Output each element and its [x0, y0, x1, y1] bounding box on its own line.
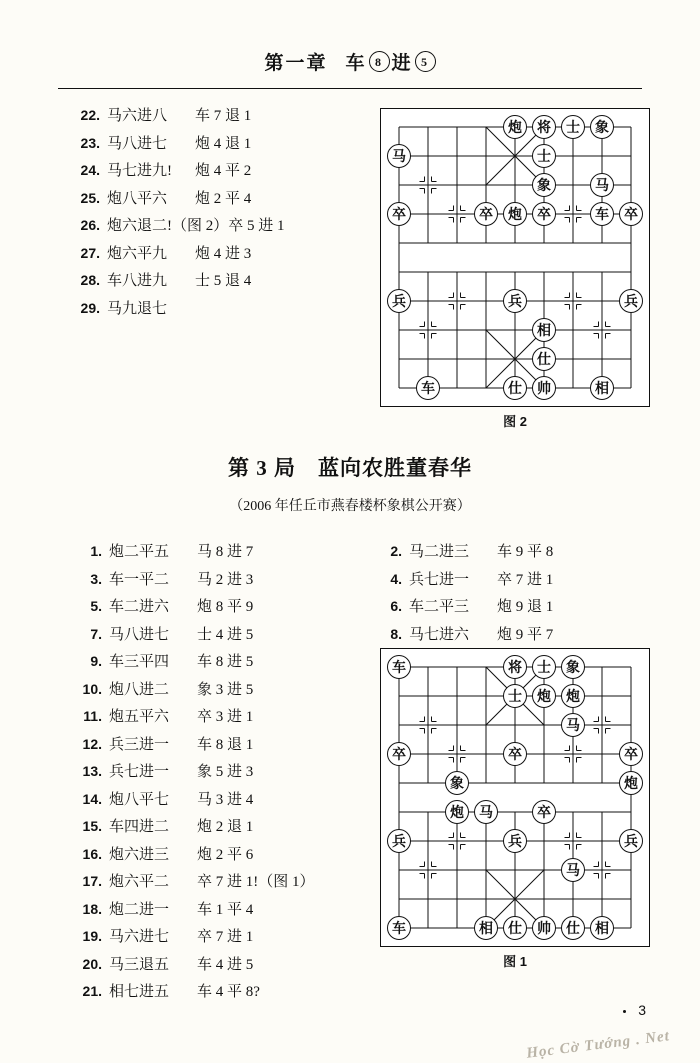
move-red: 炮五平六	[109, 709, 170, 725]
move-number: 27.	[80, 244, 100, 261]
move-number: 19.	[82, 928, 102, 944]
move-red: 车二进六	[109, 599, 170, 615]
move-number: 25.	[80, 189, 100, 206]
board-piece[interactable]: 卒	[387, 742, 411, 766]
board-piece[interactable]: 卒	[387, 202, 411, 226]
move-number: 16.	[82, 845, 102, 862]
board-piece[interactable]: 卒	[619, 742, 643, 766]
move-black: 卒 7 进 1!（图 1）	[197, 874, 315, 890]
move-row	[72, 595, 315, 616]
move-number: 3.	[90, 570, 102, 587]
move-number: 2.	[390, 543, 402, 559]
move-red: 兵七进一	[409, 571, 470, 588]
board-piece[interactable]: 仕	[503, 916, 527, 940]
move-row	[372, 540, 553, 561]
move-row	[70, 297, 285, 318]
move-black: 象 5 进 3	[197, 764, 254, 780]
move-black: 车 8 退 1	[197, 736, 254, 753]
move-row	[372, 623, 553, 644]
move-red: 炮二进一	[109, 901, 170, 918]
board-grid	[381, 109, 649, 406]
move-number: 23.	[80, 134, 100, 151]
board-piece[interactable]: 马	[474, 800, 498, 824]
diagram-1-caption: 图 1	[503, 954, 527, 969]
move-black: 象 3 进 5	[197, 681, 254, 698]
board-piece[interactable]: 仕	[561, 916, 585, 940]
move-row	[72, 843, 315, 864]
move-black: 马 3 进 4	[197, 791, 254, 808]
diagram-2-caption: 图 2	[503, 414, 527, 429]
move-black: 车 4 平 8?	[197, 984, 260, 1000]
move-red: 马六进八	[107, 108, 168, 124]
move-number: 4.	[390, 570, 402, 587]
header-move-target: 5	[415, 51, 436, 72]
move-red: 车一平二	[109, 571, 170, 588]
diagram-2	[380, 108, 650, 430]
move-row	[372, 595, 553, 616]
move-black: 炮 9 平 7	[497, 626, 554, 643]
move-number: 8.	[390, 625, 402, 642]
move-black: 炮 4 进 3	[195, 245, 252, 262]
page-number: 3	[638, 1002, 646, 1018]
move-number: 24.	[80, 162, 100, 178]
move-row	[372, 568, 553, 589]
header-move-verb: 进	[391, 53, 413, 74]
move-number: 28.	[80, 272, 100, 288]
move-row	[72, 540, 315, 561]
move-black: 车 4 进 5	[197, 956, 254, 973]
move-row	[72, 705, 315, 726]
board-piece[interactable]: 象	[445, 771, 469, 795]
move-row	[70, 132, 285, 153]
board-piece[interactable]: 仕	[503, 376, 527, 400]
header-divider	[58, 88, 642, 89]
move-number: 11.	[83, 708, 102, 724]
board-piece[interactable]: 马	[387, 144, 411, 168]
move-black: 马 8 进 7	[197, 544, 254, 560]
board-piece[interactable]: 兵	[619, 829, 643, 853]
move-black: 炮 2 平 6	[197, 846, 254, 863]
move-black: 卒 7 进 1	[497, 571, 554, 588]
move-red: 相七进五	[109, 984, 170, 1000]
move-black: 炮 4 平 2	[195, 163, 252, 179]
header-move-file: 8	[369, 51, 390, 72]
move-row	[70, 214, 285, 235]
board-piece[interactable]: 兵	[503, 289, 527, 313]
move-row	[72, 568, 315, 589]
board-piece[interactable]: 相	[590, 376, 614, 400]
move-black: 士 4 进 5	[197, 626, 254, 643]
move-black: 士 5 退 4	[195, 273, 252, 289]
move-row	[72, 650, 315, 671]
move-row	[72, 953, 315, 974]
move-number: 15.	[82, 818, 102, 834]
board-piece[interactable]: 炮	[619, 771, 643, 795]
move-row	[72, 733, 315, 754]
chapter-title: 第一章	[264, 53, 328, 74]
move-black: 车 7 退 1	[195, 108, 252, 124]
board-piece[interactable]: 仕	[532, 347, 556, 371]
board-piece[interactable]: 车	[590, 202, 614, 226]
board-piece[interactable]: 帅	[532, 916, 556, 940]
board-piece[interactable]: 马	[561, 858, 585, 882]
header-move-notation	[345, 48, 435, 75]
move-row	[70, 242, 285, 263]
move-number: 12.	[82, 735, 102, 752]
move-number: 10.	[82, 680, 102, 697]
move-row	[72, 815, 315, 836]
move-number: 7.	[90, 625, 102, 642]
move-number: 20.	[82, 955, 102, 972]
move-number: 9.	[90, 653, 102, 669]
move-number: 21.	[82, 983, 102, 999]
move-black: 炮 4 退 1	[195, 135, 252, 152]
move-red: 车三平四	[109, 654, 170, 670]
move-black: 炮 2 退 1	[197, 819, 254, 835]
xiangqi-board-1	[380, 648, 650, 947]
board-piece[interactable]: 卒	[532, 202, 556, 226]
move-red: 兵三进一	[109, 736, 170, 753]
board-piece[interactable]: 相	[590, 916, 614, 940]
board-piece[interactable]: 士	[532, 144, 556, 168]
movelist-game3-right	[372, 540, 553, 650]
move-black: 炮 8 平 9	[197, 599, 254, 615]
move-number: 17.	[82, 873, 102, 889]
move-number: 26.	[80, 217, 100, 233]
move-red: 炮八平七	[109, 791, 170, 808]
move-black: 卒 3 进 1	[197, 709, 254, 725]
board-piece[interactable]: 车	[387, 916, 411, 940]
move-red: 炮八进二	[109, 681, 170, 698]
board-piece[interactable]: 相	[474, 916, 498, 940]
move-black: 车 1 平 4	[197, 901, 254, 918]
board-piece[interactable]: 兵	[503, 829, 527, 853]
board-piece[interactable]: 象	[532, 173, 556, 197]
move-red: 马三退五	[109, 956, 170, 973]
move-red: 马八进七	[107, 135, 168, 152]
move-number: 29.	[80, 299, 100, 316]
move-number: 6.	[390, 598, 402, 614]
board-piece[interactable]: 车	[416, 376, 440, 400]
move-black: 车 9 平 8	[497, 544, 554, 560]
move-number: 1.	[90, 543, 102, 559]
board-piece[interactable]: 相	[532, 318, 556, 342]
board-piece[interactable]: 马	[590, 173, 614, 197]
board-piece[interactable]: 兵	[387, 829, 411, 853]
move-red: 炮六退二!（图 2）	[107, 218, 229, 234]
move-row	[72, 898, 315, 919]
move-red: 马七进九!	[107, 163, 172, 179]
board-piece[interactable]: 炮	[561, 684, 585, 708]
move-red: 炮二平五	[109, 544, 170, 560]
board-piece[interactable]: 将	[532, 115, 556, 139]
move-red: 炮六平九	[107, 245, 168, 262]
move-row	[72, 788, 315, 809]
move-red: 炮六平二	[109, 874, 170, 890]
board-piece[interactable]: 车	[387, 655, 411, 679]
movelist-game3-left	[72, 540, 315, 1008]
move-row	[72, 980, 315, 1001]
board-piece[interactable]: 卒	[532, 800, 556, 824]
board-piece[interactable]: 士	[503, 684, 527, 708]
move-row	[70, 159, 285, 180]
board-piece[interactable]: 炮	[445, 800, 469, 824]
board-piece[interactable]: 马	[561, 713, 585, 737]
board-piece[interactable]: 炮	[532, 684, 556, 708]
move-row	[72, 678, 315, 699]
move-red: 马九退七	[107, 300, 168, 317]
page-header	[60, 48, 640, 75]
movelist-continuation	[70, 104, 285, 324]
watermark: Học Cờ Tướng . Net	[525, 1028, 671, 1062]
move-black: 炮 9 退 1	[497, 599, 554, 615]
move-row	[72, 623, 315, 644]
move-red: 马八进七	[109, 626, 170, 643]
move-red: 马六进七	[109, 929, 170, 945]
move-red: 兵七进一	[109, 764, 170, 780]
board-piece[interactable]: 炮	[503, 115, 527, 139]
board-piece[interactable]: 帅	[532, 376, 556, 400]
move-number: 18.	[82, 900, 102, 917]
move-black: 车 8 进 5	[197, 654, 254, 670]
board-piece[interactable]: 将	[503, 655, 527, 679]
move-row	[70, 269, 285, 290]
move-number: 13.	[82, 763, 102, 779]
board-piece[interactable]: 兵	[619, 289, 643, 313]
board-piece[interactable]: 炮	[503, 202, 527, 226]
move-black: 卒 5 进 1	[228, 218, 285, 234]
header-move-piece: 车	[345, 53, 367, 74]
move-red: 马七进六	[409, 626, 470, 643]
move-number: 22.	[80, 107, 100, 123]
move-row	[70, 104, 285, 125]
game-title: 第 3 局 蓝向农胜董春华	[228, 456, 472, 480]
board-piece[interactable]: 兵	[387, 289, 411, 313]
board-piece[interactable]: 卒	[503, 742, 527, 766]
move-black: 马 2 进 3	[197, 571, 254, 588]
move-black: 卒 7 进 1	[197, 929, 254, 945]
board-piece[interactable]: 象	[590, 115, 614, 139]
board-piece[interactable]: 卒	[474, 202, 498, 226]
move-number: 14.	[82, 790, 102, 807]
move-red: 炮八平六	[107, 190, 168, 207]
move-row	[72, 925, 315, 946]
board-piece[interactable]: 卒	[619, 202, 643, 226]
move-black: 炮 2 平 4	[195, 190, 252, 207]
move-red: 车二平三	[409, 599, 470, 615]
board-piece[interactable]: 士	[561, 115, 585, 139]
move-row	[72, 760, 315, 781]
move-red: 炮六进三	[109, 846, 170, 863]
move-red: 马二进三	[409, 544, 470, 560]
diagram-1	[380, 648, 650, 970]
move-number: 5.	[90, 598, 102, 614]
move-red: 车四进二	[109, 819, 170, 835]
page-number-dot	[623, 1010, 626, 1013]
board-piece[interactable]: 象	[561, 655, 585, 679]
board-piece[interactable]: 士	[532, 655, 556, 679]
move-row	[72, 870, 315, 891]
xiangqi-board-2	[380, 108, 650, 407]
move-row	[70, 187, 285, 208]
game-subtitle: （2006 年任丘市燕春楼杯象棋公开赛）	[229, 499, 471, 514]
move-red: 车八进九	[107, 273, 168, 289]
